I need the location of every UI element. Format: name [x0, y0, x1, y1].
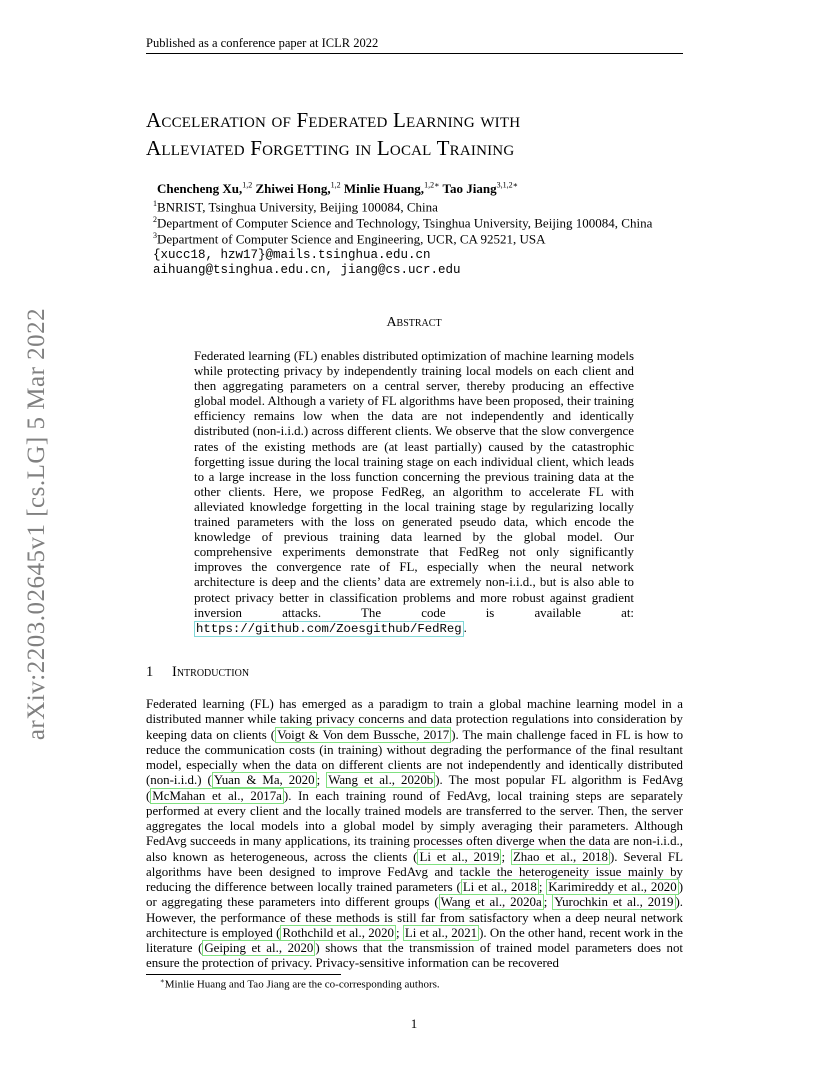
- intro-text: ;: [543, 895, 553, 910]
- title-line-1: Acceleration of Federated Learning with: [146, 108, 521, 132]
- intro-text: ). On the other hand, recent work in the literature (: [146, 925, 683, 955]
- intro-text: ;: [396, 925, 403, 940]
- introduction-paragraph: [146, 697, 683, 972]
- section-title: Introduction: [172, 664, 250, 680]
- intro-text: ;: [538, 880, 547, 894]
- intro-text: ). In each training round of FedAvg, local training steps are separately performed at every client and the locally trained models are transferred to the server. Then, the server aggregates the local models into a global model by simply averaging their parameters. Although FedAvg succeeds in many applications, its training processes often diverge when the data are non-i.i.d., also known as heterogeneous, across the clients (: [146, 788, 683, 864]
- author: Tao Jiang$^{3,1,2∗}$: [442, 181, 519, 197]
- title-line-2: Alleviated Forgetting in Local Training: [146, 136, 515, 160]
- author: Minlie Huang,$^{1,2∗}$: [343, 181, 440, 197]
- section-number: 1: [146, 664, 154, 680]
- affiliation: $^2$Department of Computer Science and Technology, Tsinghua University, Beijing 100084, China: [153, 215, 653, 231]
- code-repository-link[interactable]: https://github.com/Zoesgithub/FedReg: [196, 621, 462, 636]
- citation-link[interactable]: Li et al., 2019: [419, 849, 500, 864]
- author: Chencheng Xu,$^{1,2}$: [157, 181, 253, 197]
- footnote: ∗Minlie Huang and Tao Jiang are the co-corresponding authors.: [160, 977, 440, 991]
- citation-link[interactable]: Geiping et al., 2020: [204, 941, 314, 955]
- citation-link[interactable]: Yurochkin et al., 2019: [554, 895, 674, 910]
- running-header: Published as a conference paper at ICLR 2022: [146, 36, 379, 50]
- email-line: {xucc18, hzw17}@mails.tsinghua.edu.cn: [153, 248, 431, 262]
- intro-text: ). The main challenge faced in FL is how to reduce the communication costs (in training) without degrading the performance of the final resultant model, especially when the data on different clients are not independently and identically distributed (non-i.i.d.) (: [146, 727, 684, 788]
- email-line: aihuang@tsinghua.edu.cn, jiang@cs.ucr.edu: [153, 263, 461, 277]
- intro-text: ;: [316, 773, 327, 788]
- footnote-rule: [146, 974, 341, 975]
- citation-link[interactable]: Karimireddy et al., 2020: [548, 880, 677, 894]
- citation-link[interactable]: Li et al., 2021: [404, 925, 478, 940]
- citation-link[interactable]: Yuan & Ma, 2020: [213, 773, 315, 788]
- intro-text: ). However, the performance of these methods is still far from satisfactory when a deep neural network architecture is employed (: [146, 895, 684, 940]
- intro-text: Federated learning (FL) has emerged as a paradigm to train a global machine learning model in a distributed manner while taking privacy concerns and data protection regulations into consideration by keeping data on clients (: [146, 697, 683, 742]
- citation-link[interactable]: Zhao et al., 2018: [512, 849, 608, 864]
- arxiv-identifier: arXiv:2203.02645v1 [cs.LG] 5 Mar 2022: [23, 307, 50, 741]
- intro-text: ) shows that the transmission of trained model parameters does not ensure the protection of privacy. Privacy-sensitive information can be recovered: [146, 941, 684, 971]
- citation-link[interactable]: Li et al., 2018: [462, 880, 537, 894]
- abstract-body: Federated learning (FL) enables distributed optimization of machine learning models while protecting privacy by independently training local models on each client and then aggregating parameters on a central server, thereby producing an effective global model. Although a variety of FL algorithms have been proposed, their training efficiency remains low when the data are not independently and identically distributed (non-i.i.d.) across different clients. We observe that the slow convergence rates of the existing methods are (at least partially) caused by the catastrophic forgetting issue during the local training stage on each individual client, which leads to a large increase in the loss function concerning the previous training data at the other clients. Here, we propose FedReg, an algorithm to accelerate FL with alleviated knowledge forgetting in the local training stage by regularizing locally trained parameters with the loss on generated pseudo data, which encode the knowledge of previous training data learned by the global model. Our comprehensive experiments demonstrate that FedReg not only significantly improves the convergence rate of FL, especially when the neural network architecture is deep and the clients’ data are extremely non-i.i.d., but is also able to protect privacy better in classification problems and more robust against gradient inversion attacks. The code is available at: https://github.com/Zoesgithub/FedReg .: [194, 349, 634, 636]
- paper-title: [146, 106, 706, 162]
- affiliation: $^1$BNRIST, Tsinghua University, Beijing 100084, China: [153, 199, 438, 215]
- citation-link[interactable]: McMahan et al., 2017a: [152, 788, 282, 803]
- citation-link[interactable]: Voigt & Von dem Bussche, 2017: [277, 727, 450, 742]
- citation-link[interactable]: Wang et al., 2020b: [328, 773, 434, 788]
- intro-text: ). The most popular FL algorithm is FedAvg (: [146, 773, 684, 803]
- header-rule: [146, 53, 683, 54]
- page-number: 1: [410, 1016, 418, 1031]
- intro-text: ). Several FL algorithms have been designed to improve FedAvg and tackle the heterogeneity issue mainly by reducing the difference between locally trained parameters (: [146, 849, 683, 894]
- section-heading: [146, 664, 249, 681]
- affiliation: $^3$Department of Computer Science and Engineering, UCR, CA 92521, USA: [153, 231, 546, 247]
- abstract-text: Federated learning (FL) enables distributed optimization of machine learning models while protecting privacy by independently training local models on each client and then aggregating parameters on a central server, thereby producing an effective global model. Although a variety of FL algorithms have been proposed, their training efficiency remains low when the data are not independently and identically distributed (non-i.i.d.) across different clients. We observe that the slow convergence rates of the existing methods are (at least partially) caused by the catastrophic forgetting issue during the local training stage on each individual client, which leads to a large increase in the loss function concerning the previous training data at the other clients. Here, we propose FedReg, an algorithm to accelerate FL with alleviated knowledge forgetting in the local training stage by regularizing locally trained parameters with the loss on generated pseudo data, which encode the knowledge of previous training data learned by the global model. Our comprehensive experiments demonstrate that FedReg not only significantly improves the convergence rate of FL, especially when the neural network architecture is deep and the clients’ data are extremely non-i.i.d., but is also able to protect privacy better in classification problems and more robust against gradient inversion attacks. The code is available at:: [194, 349, 634, 620]
- abstract-heading: Abstract: [386, 315, 442, 330]
- citation-link[interactable]: Rothchild et al., 2020: [282, 925, 395, 940]
- intro-text: ) or aggregating these parameters into different groups (: [146, 880, 683, 910]
- author: Zhiwei Hong,$^{1,2}$: [255, 181, 341, 197]
- intro-text: ;: [501, 849, 511, 864]
- citation-link[interactable]: Wang et al., 2020a: [440, 895, 542, 910]
- author-list: [157, 181, 518, 197]
